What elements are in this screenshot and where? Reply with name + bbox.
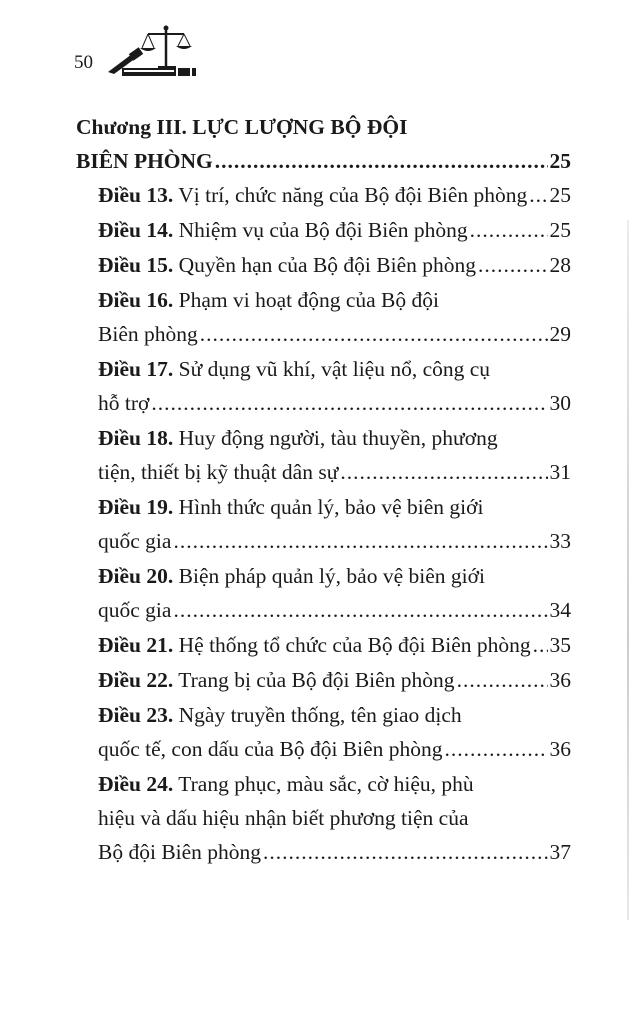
article-page: 35	[549, 633, 571, 657]
toc-entry-line	[76, 835, 571, 869]
article-label: Điều 13.	[98, 183, 174, 207]
toc-entry	[76, 178, 571, 212]
article-page: 36	[549, 737, 571, 761]
article-page: 36	[549, 668, 571, 692]
dot-leader	[478, 248, 548, 282]
page-edge-shadow	[627, 220, 629, 920]
toc-entry	[76, 283, 571, 351]
toc-entry	[76, 628, 571, 662]
article-title: tiện, thiết bị kỹ thuật dân sự	[98, 460, 339, 484]
toc-entry-line	[76, 698, 571, 732]
article-title: quốc gia	[98, 598, 172, 622]
article-title: Hệ thống tổ chức của Bộ đội Biên phòng	[178, 633, 531, 657]
article-label: Điều 23.	[98, 703, 174, 727]
dot-leader	[263, 835, 547, 869]
article-page: 25	[549, 218, 571, 242]
article-label: Điều 17.	[98, 357, 174, 381]
article-label: Điều 24.	[98, 772, 174, 796]
article-label: Điều 21.	[98, 633, 174, 657]
article-label: Điều 19.	[98, 495, 174, 519]
toc-entry	[76, 663, 571, 697]
article-title: Trang phục, màu sắc, cờ hiệu, phù	[178, 772, 474, 796]
article-title: hỗ trợ	[98, 391, 150, 415]
article-title: Ngày truyền thống, tên giao dịch	[178, 703, 462, 727]
toc-entry-line	[76, 801, 571, 835]
article-title: Phạm vi hoạt động của Bộ đội	[178, 288, 439, 312]
dot-leader	[200, 317, 548, 351]
dot-leader	[445, 732, 548, 766]
table-of-contents	[76, 110, 571, 870]
toc-entry	[76, 248, 571, 282]
dot-leader	[151, 386, 547, 420]
toc-entry-line	[76, 283, 571, 317]
article-label: Điều 15.	[98, 253, 174, 277]
article-label: Điều 22.	[98, 668, 174, 692]
article-label: Điều 20.	[98, 564, 174, 588]
article-page: 30	[549, 391, 571, 415]
dot-leader	[173, 524, 547, 558]
dot-leader	[529, 178, 547, 212]
article-page: 25	[549, 183, 571, 207]
toc-entry-line	[76, 524, 571, 558]
toc-entry	[76, 490, 571, 558]
article-page: 33	[549, 529, 571, 553]
toc-entry	[76, 421, 571, 489]
article-page: 37	[549, 840, 571, 864]
toc-entry	[76, 559, 571, 627]
article-title: Biện pháp quản lý, bảo vệ biên giới	[178, 564, 485, 588]
article-title: quốc tế, con dấu của Bộ đội Biên phòng	[98, 737, 443, 761]
toc-entry	[76, 767, 571, 869]
article-page: 29	[549, 322, 571, 346]
toc-entry-line	[76, 386, 571, 420]
article-page: 28	[549, 253, 571, 277]
toc-entry-line	[76, 767, 571, 801]
toc-entry-line	[76, 248, 571, 282]
article-page: 31	[549, 460, 571, 484]
article-title: Bộ đội Biên phòng	[98, 840, 262, 864]
dot-leader	[533, 628, 548, 662]
toc-entry	[76, 352, 571, 420]
dot-leader	[470, 213, 548, 247]
toc-entry-line	[76, 559, 571, 593]
dot-leader	[340, 455, 547, 489]
toc-entry-line	[76, 732, 571, 766]
article-title: hiệu và dấu hiệu nhận biết phương tiện của	[98, 806, 469, 830]
page-number: 50	[74, 52, 93, 73]
toc-entry-line	[76, 317, 571, 351]
toc-entry-line	[76, 421, 571, 455]
article-list	[76, 178, 571, 869]
article-label: Điều 14.	[98, 218, 174, 242]
chapter-page: 25	[549, 149, 571, 173]
article-label: Điều 18.	[98, 426, 174, 450]
chapter-title: Chương III. LỰC LƯỢNG BỘ ĐỘI	[76, 115, 408, 139]
article-label: Điều 16.	[98, 288, 174, 312]
chapter-title-line2	[76, 144, 571, 178]
article-title: Trang bị của Bộ đội Biên phòng	[178, 668, 455, 692]
toc-entry-line	[76, 455, 571, 489]
dot-leader	[215, 144, 548, 178]
article-title: Vị trí, chức năng của Bộ đội Biên phòng	[178, 183, 528, 207]
scales-of-justice-gavel-logo	[104, 24, 200, 80]
article-title: Sử dụng vũ khí, vật liệu nổ, công cụ	[178, 357, 491, 381]
article-title: Nhiệm vụ của Bộ đội Biên phòng	[178, 218, 468, 242]
toc-entry	[76, 698, 571, 766]
toc-entry-line	[76, 663, 571, 697]
toc-entry-line	[76, 593, 571, 627]
article-title: quốc gia	[98, 529, 172, 553]
dot-leader	[457, 663, 548, 697]
article-title: Huy động người, tàu thuyền, phương	[178, 426, 498, 450]
article-title: Quyền hạn của Bộ đội Biên phòng	[178, 253, 476, 277]
article-page: 34	[549, 598, 571, 622]
toc-entry-line	[76, 213, 571, 247]
toc-entry-line	[76, 178, 571, 212]
toc-entry-line	[76, 628, 571, 662]
toc-entry	[76, 213, 571, 247]
dot-leader	[173, 593, 547, 627]
chapter-title-continued: BIÊN PHÒNG	[76, 149, 213, 173]
toc-entry-line	[76, 352, 571, 386]
article-title: Biên phòng	[98, 322, 198, 346]
toc-entry-line	[76, 490, 571, 524]
article-title: Hình thức quản lý, bảo vệ biên giới	[178, 495, 484, 519]
